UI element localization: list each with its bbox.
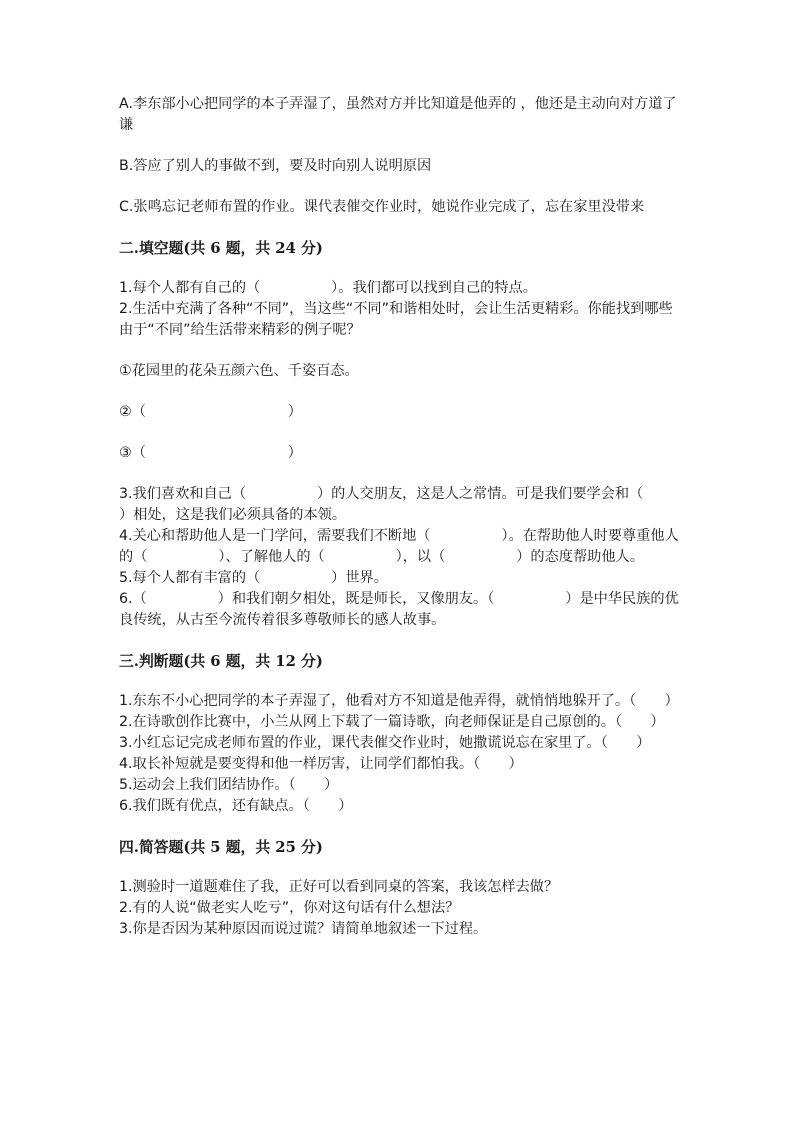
- fill-example-3: ③（ ）: [119, 445, 302, 461]
- short-question-2: 2.有的人说“做老实人吃亏”，你对这句话有什么想法？: [119, 900, 460, 916]
- short-question-3: 3.你是否因为某种原因而说过谎？请简单地叙述一下过程。: [119, 921, 488, 937]
- fill-question-4: 4.关心和帮助他人是一门学问，需要我们不断地（ ）。在帮助他人时要尊重他人的（ ）、了解他人的（ ），以（ ）的态度帮助他人。: [119, 528, 679, 565]
- option-b: B.答应了别人的事做不到，要及时向别人说明原因: [119, 158, 432, 174]
- section-heading-true-false: 三.判断题(共 6 题，共 12 分): [119, 653, 323, 670]
- judge-question-3: 3.小红忘记完成老师布置的作业，课代表催交作业时，她撒谎说忘在家里了。（ ）: [119, 735, 651, 751]
- section-heading-fill-blank: 二.填空题(共 6 题，共 24 分): [119, 240, 323, 257]
- short-question-1: 1.测验时一道题难住了我，正好可以看到同桌的答案，我该怎样去做？: [119, 879, 559, 895]
- judge-question-4: 4.取长补短就是要变得和他一样厉害，让同学们都怕我。（ ）: [119, 756, 523, 772]
- judge-question-2: 2.在诗歌创作比赛中，小兰从网上下载了一篇诗歌，向老师保证是自己原创的。（ ）: [119, 714, 665, 730]
- judge-question-6: 6.我们既有优点，还有缺点。（ ）: [119, 798, 353, 814]
- fill-question-3: 3.我们喜欢和自己（ ）的人交朋友，这是人之常情。可是我们要学会和（ ）相处，这是我们必须具备的本领。: [119, 486, 715, 523]
- fill-example-2: ②（ ）: [119, 404, 302, 420]
- section-heading-short-answer: 四.简答题(共 5 题，共 25 分): [119, 839, 323, 856]
- fill-example-1: ①花园里的花朵五颜六色、千姿百态。: [119, 363, 359, 379]
- option-a: A.李东部小心把同学的本子弄湿了，虽然对方并比知道是他弄的 ，他还是主动向对方道了谦: [119, 96, 677, 133]
- worksheet-page: [119, 94, 715, 940]
- fill-question-6: 6.（ ）和我们朝夕相处，既是师长，又像朋友。（ ）是中华民族的优良传统，从古至今流传着很多尊敬师长的感人故事。: [119, 591, 679, 628]
- judge-question-1: 1.东东不小心把同学的本子弄湿了，他看对方不知道是他弄得，就悄悄地躲开了。（ ）: [119, 693, 679, 709]
- fill-question-1: 1.每个人都有自己的（ ）。我们都可以找到自己的特点。: [119, 280, 537, 296]
- fill-question-2: 2.生活中充满了各种“不同”，当这些“不同”和谐相处时，会让生活更精彩。你能找到哪些由于“不同”给生活带来精彩的例子呢？: [119, 301, 673, 338]
- judge-question-5: 5.运动会上我们团结协作。（ ）: [119, 777, 339, 793]
- option-c: C.张鸣忘记老师布置的作业。课代表催交作业时，她说作业完成了，忘在家里没带来: [119, 199, 645, 215]
- fill-question-5: 5.每个人都有丰富的（ ）世界。: [119, 570, 388, 586]
